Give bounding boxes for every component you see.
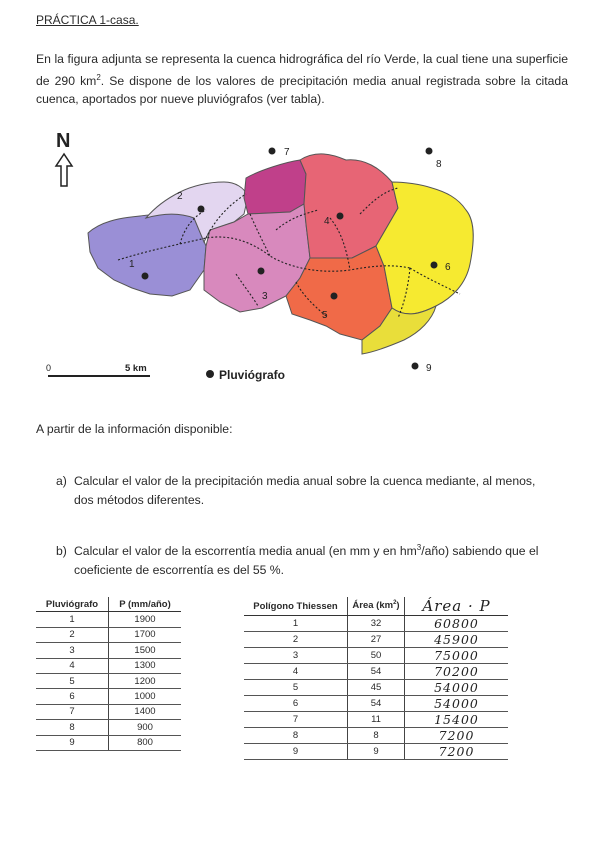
legend-gauge-icon xyxy=(206,370,214,378)
table-row xyxy=(244,728,508,744)
table-header: P (mm/año) xyxy=(109,597,182,612)
precipitation-table xyxy=(36,597,181,751)
table-row xyxy=(244,680,508,696)
table-cell: 1700 xyxy=(109,627,182,642)
region-7 xyxy=(244,160,306,214)
table-cell: 6 xyxy=(36,689,109,704)
table-cell: 9 xyxy=(244,744,348,760)
table-cell: 800 xyxy=(109,735,182,750)
table-row xyxy=(244,632,508,648)
table-cell: 8 xyxy=(348,728,405,744)
prompt-text: A partir de la información disponible: xyxy=(36,422,233,436)
table-row xyxy=(36,720,181,735)
gauge-label: 9 xyxy=(426,363,432,374)
table-cell: 1900 xyxy=(109,612,182,627)
table-cell: 4 xyxy=(244,664,348,680)
table-cell: 7200 xyxy=(405,744,509,760)
table-cell: 15400 xyxy=(405,712,509,728)
question-b-line1a: Calcular el valor de la escorrentía media anual (en mm y en hm xyxy=(74,544,417,559)
table-cell: 9 xyxy=(36,735,109,750)
table-cell: 900 xyxy=(109,720,182,735)
question-letter: a) xyxy=(56,474,67,488)
table-cell: 3 xyxy=(244,648,348,664)
table-cell: 11 xyxy=(348,712,405,728)
table-cell: 2 xyxy=(244,632,348,648)
gauge-5 xyxy=(331,293,338,300)
legend-label: Pluviógrafo xyxy=(219,368,286,382)
gauge-8 xyxy=(426,148,433,155)
question-a-line1: Calcular el valor de la precipitación media anual sobre la cuenca mediante, al menos, xyxy=(74,474,536,488)
table-row xyxy=(36,689,181,704)
gauge-3 xyxy=(258,268,265,275)
question-a-line2: dos métodos diferentes. xyxy=(74,493,205,507)
table-cell: 54000 xyxy=(405,696,509,712)
table-header: Polígono Thiessen xyxy=(244,597,348,616)
table-row xyxy=(36,627,181,642)
gauge-1 xyxy=(142,273,149,280)
table-row xyxy=(36,643,181,658)
question-b-line2: coeficiente de escorrentía es del 55 %. xyxy=(74,563,285,578)
intro-part1: En la figura adjunta se representa la cuenca hidrográfica del río Verde, la cual tiene una superficie de 290 km xyxy=(36,52,568,88)
table-cell: 27 xyxy=(348,632,405,648)
table-row xyxy=(244,648,508,664)
table-row xyxy=(36,612,181,627)
table-cell: 7200 xyxy=(405,728,509,744)
gauge-label: 1 xyxy=(129,259,135,270)
scale-zero: 0 xyxy=(46,363,52,373)
table-row xyxy=(244,696,508,712)
gauge-label: 5 xyxy=(322,310,328,321)
question-a xyxy=(56,472,570,510)
gauge-label: 4 xyxy=(324,216,330,227)
table-cell: 8 xyxy=(36,720,109,735)
gauge-2 xyxy=(198,206,205,213)
table-cell: 54000 xyxy=(405,680,509,696)
intro-paragraph xyxy=(36,50,568,109)
area-header-text: Área (km xyxy=(352,600,394,612)
gauge-label: 3 xyxy=(262,291,268,302)
intro-sup: 2 xyxy=(96,72,101,82)
question-b-sup: 3 xyxy=(416,543,422,552)
gauge-label: 6 xyxy=(445,262,451,273)
gauge-label: 7 xyxy=(284,147,290,158)
area-header-sup: 2 xyxy=(393,600,397,607)
table-header xyxy=(348,597,405,616)
gauge-7 xyxy=(269,148,276,155)
table-cell: 5 xyxy=(36,673,109,688)
table-header: Área · P xyxy=(405,597,509,616)
table-cell: 7 xyxy=(36,704,109,719)
table-cell: 75000 xyxy=(405,648,509,664)
table-cell: 70200 xyxy=(405,664,509,680)
gauge-6 xyxy=(431,262,438,269)
table-row xyxy=(36,735,181,750)
table-cell: 1 xyxy=(36,612,109,627)
gauge-label: 2 xyxy=(177,191,183,202)
table-row xyxy=(36,704,181,719)
north-label: N xyxy=(56,130,71,152)
question-b-line1b: /año) sabiendo que el xyxy=(421,544,539,559)
table-cell: 1200 xyxy=(109,673,182,688)
table-cell: 1300 xyxy=(109,658,182,673)
table-cell: 1 xyxy=(244,616,348,632)
table-cell: 5 xyxy=(244,680,348,696)
table-row xyxy=(244,744,508,760)
gauge-4 xyxy=(337,213,344,220)
table-cell: 6 xyxy=(244,696,348,712)
table-cell: 45900 xyxy=(405,632,509,648)
gauge-9 xyxy=(412,363,419,370)
table-cell: 1000 xyxy=(109,689,182,704)
table-cell: 4 xyxy=(36,658,109,673)
page-title: PRÁCTICA 1-casa. xyxy=(36,13,139,27)
area-header-close: ) xyxy=(396,600,400,612)
table-cell: 7 xyxy=(244,712,348,728)
intro-part2: . Se dispone de los valores de precipitación media anual registrada sobre la citada cuenca, aportados por nueve pluviógrafos (ver tabla). xyxy=(36,73,568,107)
table-cell: 60800 xyxy=(405,616,509,632)
question-b xyxy=(56,538,570,580)
thiessen-table xyxy=(244,597,508,760)
table-cell: 1500 xyxy=(109,643,182,658)
table-row xyxy=(36,673,181,688)
table-row xyxy=(244,712,508,728)
table-cell: 2 xyxy=(36,627,109,642)
table-cell: 54 xyxy=(348,664,405,680)
table-cell: 45 xyxy=(348,680,405,696)
table-cell: 1400 xyxy=(109,704,182,719)
table-row xyxy=(36,658,181,673)
table-cell: 54 xyxy=(348,696,405,712)
table-cell: 8 xyxy=(244,728,348,744)
table-row xyxy=(244,664,508,680)
scale-label: 5 km xyxy=(125,363,147,374)
north-arrow-icon xyxy=(56,154,72,186)
table-cell: 50 xyxy=(348,648,405,664)
gauge-label: 8 xyxy=(436,159,442,170)
table-header: Pluviógrafo xyxy=(36,597,109,612)
table-row xyxy=(244,616,508,632)
table-cell: 3 xyxy=(36,643,109,658)
table-cell: 32 xyxy=(348,616,405,632)
basin-map xyxy=(0,118,600,388)
table-cell: 9 xyxy=(348,744,405,760)
question-letter: b) xyxy=(56,544,67,559)
